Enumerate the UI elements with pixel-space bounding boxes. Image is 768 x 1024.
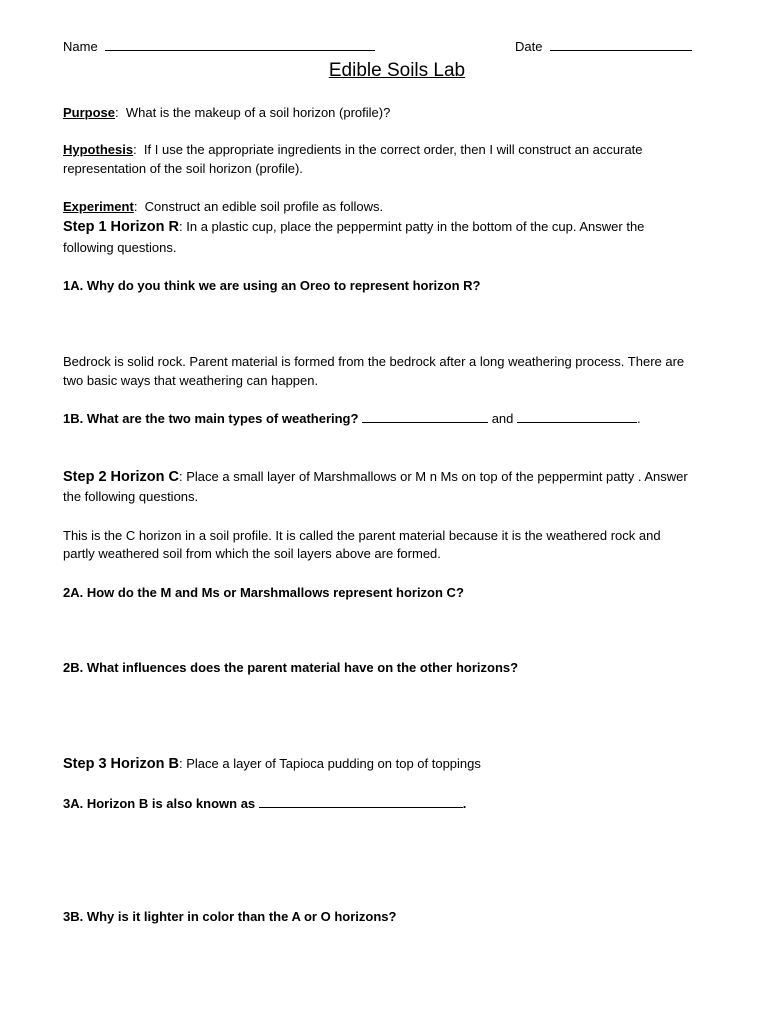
answer-1b-blank-1[interactable] bbox=[362, 410, 488, 423]
experiment-text: Construct an edible soil profile as follows. bbox=[144, 199, 384, 214]
answer-1b-blank-2[interactable] bbox=[517, 410, 637, 423]
step2-text-2: the following questions. bbox=[63, 489, 199, 504]
experiment-label: Experiment bbox=[63, 199, 134, 214]
question-1b-end: . bbox=[637, 411, 641, 426]
question-2a: 2A. How do the M and Ms or Marshmallows represent horizon C? bbox=[63, 585, 464, 600]
question-1b-text: 1B. What are the two main types of weathering? bbox=[63, 411, 359, 426]
step3-heading: Step 3 Horizon B bbox=[63, 756, 180, 772]
hypothesis-text-2: representation of the soil horizon (profile). bbox=[63, 161, 303, 176]
experiment-row: Experiment: Construct an edible soil profile as follows. bbox=[63, 199, 384, 214]
date-blank[interactable] bbox=[550, 38, 692, 51]
name-blank[interactable] bbox=[105, 38, 375, 51]
question-1b bbox=[63, 410, 641, 427]
date-row bbox=[515, 38, 692, 55]
step1-heading: Step 1 Horizon R bbox=[63, 219, 180, 235]
hypothesis-label: Hypothesis bbox=[63, 142, 134, 157]
question-3a-text: 3A. Horizon B is also known as bbox=[63, 796, 256, 811]
name-label: Name bbox=[63, 39, 98, 54]
purpose-label: Purpose bbox=[63, 105, 116, 120]
step1-row: Step 1 Horizon R: In a plastic cup, place the peppermint patty in the bottom of the cup. Answer the bbox=[63, 219, 645, 235]
step1-text-2: following questions. bbox=[63, 240, 177, 255]
question-1b-and: and bbox=[491, 411, 514, 426]
page-title: Edible Soils Lab bbox=[328, 60, 466, 81]
question-3a bbox=[63, 795, 466, 812]
step2-para-2: partly weathered soil from which the soil layers above are formed. bbox=[63, 546, 441, 561]
bedrock-text-1: Bedrock is solid rock. Parent material is formed from the bedrock after a long weathering process. There are bbox=[63, 354, 685, 369]
question-3b: 3B. Why is it lighter in color than the A or O horizons? bbox=[63, 909, 397, 924]
step2-para-1: This is the C horizon in a soil profile. It is called the parent material because it is the weathered rock and bbox=[63, 528, 661, 543]
step3-text: Place a layer of Tapioca pudding on top of toppings bbox=[186, 756, 481, 771]
step2-heading: Step 2 Horizon C bbox=[63, 469, 180, 485]
hypothesis-row: Hypothesis: If I use the appropriate ingredients in the correct order, then I will construct an accurate bbox=[63, 142, 643, 157]
question-2b: 2B. What influences does the parent material have on the other horizons? bbox=[63, 660, 519, 675]
step2-row: Step 2 Horizon C: Place a small layer of Marshmallows or M n Ms on top of the peppermint patty . Answer bbox=[63, 469, 688, 485]
step2-text-1: Place a small layer of Marshmallows or M n Ms on top of the peppermint patty . Answer bbox=[186, 469, 688, 484]
step1-text-1: In a plastic cup, place the peppermint patty in the bottom of the cup. Answer the bbox=[186, 219, 645, 234]
date-label: Date bbox=[515, 39, 543, 54]
purpose-text: What is the makeup of a soil horizon (profile)? bbox=[125, 105, 391, 120]
purpose-row: Purpose: What is the makeup of a soil horizon (profile)? bbox=[63, 105, 391, 120]
name-row bbox=[63, 38, 375, 55]
question-3a-end: . bbox=[462, 796, 467, 811]
step3-row: Step 3 Horizon B: Place a layer of Tapioca pudding on top of toppings bbox=[63, 756, 481, 772]
answer-3a-blank[interactable] bbox=[259, 795, 463, 808]
question-1a: 1A. Why do you think we are using an Oreo to represent horizon R? bbox=[63, 278, 481, 293]
hypothesis-text-1: If I use the appropriate ingredients in the correct order, then I will construct an accurate bbox=[143, 142, 643, 157]
bedrock-text-2: two basic ways that weathering can happen. bbox=[63, 373, 319, 388]
